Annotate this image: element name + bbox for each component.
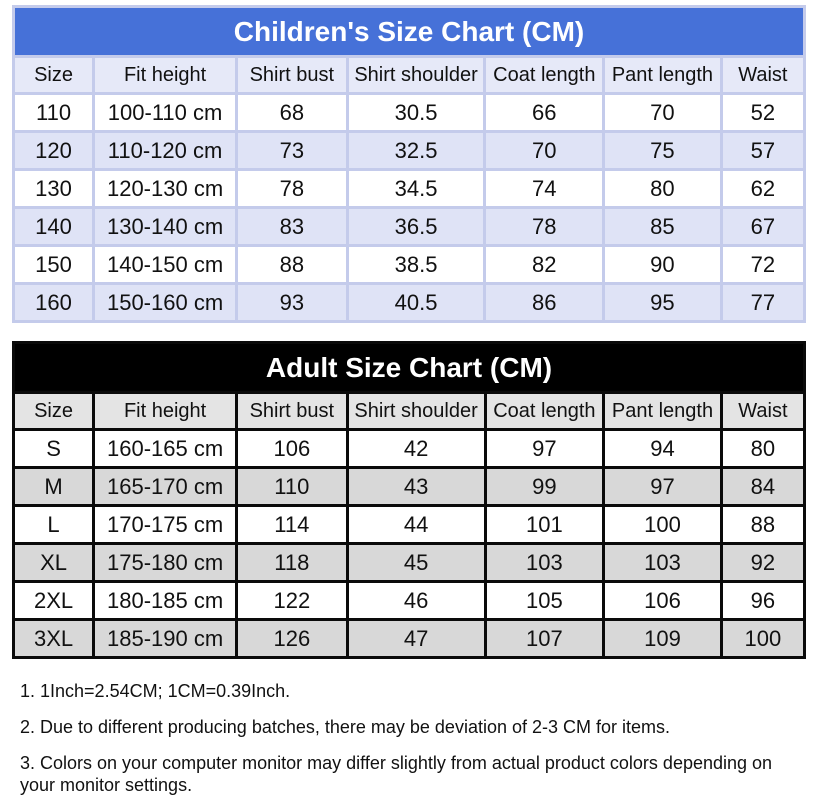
cell-coat-length: 86	[486, 285, 602, 320]
table-row	[15, 431, 803, 466]
cell-pant-length: 90	[605, 247, 720, 282]
cell-size: 2XL	[15, 583, 92, 618]
cell-shirt-shoulder: 30.5	[349, 95, 484, 130]
adult-size-chart	[12, 341, 806, 659]
cell-waist: 72	[723, 247, 803, 282]
cell-shirt-bust: 110	[238, 469, 346, 504]
table-row	[15, 583, 803, 618]
size-notes	[20, 680, 810, 796]
cell-waist: 84	[723, 469, 803, 504]
cell-coat-length: 66	[486, 95, 602, 130]
cell-waist: 96	[723, 583, 803, 618]
cell-shirt-bust: 126	[238, 621, 346, 656]
cell-pant-length: 103	[605, 545, 720, 580]
cell-waist: 100	[723, 621, 803, 656]
cell-size: S	[15, 431, 92, 466]
column-header-coat-length: Coat length	[487, 394, 603, 428]
table-row	[15, 171, 803, 206]
cell-coat-length: 99	[487, 469, 603, 504]
cell-pant-length: 95	[605, 285, 720, 320]
cell-coat-length: 97	[487, 431, 603, 466]
cell-fit-height: 180-185 cm	[95, 583, 235, 618]
cell-waist: 52	[723, 95, 803, 130]
cell-shirt-bust: 73	[238, 133, 346, 168]
cell-pant-length: 70	[605, 95, 720, 130]
column-header-pant-length: Pant length	[605, 394, 720, 428]
adult-chart-title: Adult Size Chart (CM)	[15, 344, 803, 391]
cell-size: XL	[15, 545, 92, 580]
table-row	[15, 545, 803, 580]
cell-fit-height: 165-170 cm	[95, 469, 235, 504]
cell-waist: 77	[723, 285, 803, 320]
cell-waist: 88	[723, 507, 803, 542]
cell-waist: 67	[723, 209, 803, 244]
cell-shirt-shoulder: 36.5	[349, 209, 484, 244]
cell-fit-height: 120-130 cm	[95, 171, 235, 206]
cell-shirt-bust: 88	[238, 247, 346, 282]
cell-pant-length: 106	[605, 583, 720, 618]
table-row	[15, 621, 803, 656]
cell-shirt-shoulder: 42	[349, 431, 484, 466]
cell-pant-length: 75	[605, 133, 720, 168]
column-header-fit-height: Fit height	[95, 394, 235, 428]
cell-shirt-bust: 114	[238, 507, 346, 542]
cell-shirt-shoulder: 40.5	[349, 285, 484, 320]
cell-coat-length: 105	[487, 583, 603, 618]
cell-shirt-bust: 122	[238, 583, 346, 618]
cell-coat-length: 103	[487, 545, 603, 580]
cell-pant-length: 94	[605, 431, 720, 466]
table-row	[15, 95, 803, 130]
table-row	[15, 285, 803, 320]
cell-shirt-shoulder: 47	[349, 621, 484, 656]
cell-shirt-shoulder: 45	[349, 545, 484, 580]
cell-size: 110	[15, 95, 92, 130]
cell-pant-length: 100	[605, 507, 720, 542]
cell-waist: 80	[723, 431, 803, 466]
cell-coat-length: 70	[486, 133, 602, 168]
cell-coat-length: 101	[487, 507, 603, 542]
column-header-shirt-bust: Shirt bust	[238, 58, 346, 92]
cell-shirt-bust: 68	[238, 95, 346, 130]
column-header-fit-height: Fit height	[95, 58, 235, 92]
cell-size: 130	[15, 171, 92, 206]
cell-pant-length: 85	[605, 209, 720, 244]
cell-coat-length: 74	[486, 171, 602, 206]
cell-shirt-bust: 106	[238, 431, 346, 466]
cell-fit-height: 140-150 cm	[95, 247, 235, 282]
cell-shirt-bust: 118	[238, 545, 346, 580]
cell-fit-height: 170-175 cm	[95, 507, 235, 542]
column-header-waist: Waist	[723, 394, 803, 428]
cell-shirt-shoulder: 43	[349, 469, 484, 504]
cell-fit-height: 150-160 cm	[95, 285, 235, 320]
adult-chart-header-row	[15, 394, 803, 428]
cell-coat-length: 107	[487, 621, 603, 656]
cell-shirt-bust: 93	[238, 285, 346, 320]
table-row	[15, 133, 803, 168]
cell-size: L	[15, 507, 92, 542]
cell-coat-length: 78	[486, 209, 602, 244]
cell-waist: 92	[723, 545, 803, 580]
cell-shirt-shoulder: 44	[349, 507, 484, 542]
column-header-pant-length: Pant length	[605, 58, 720, 92]
column-header-coat-length: Coat length	[486, 58, 602, 92]
cell-pant-length: 109	[605, 621, 720, 656]
table-row	[15, 507, 803, 542]
note-conversion: 1. 1Inch=2.54CM; 1CM=0.39Inch.	[20, 681, 291, 701]
cell-shirt-shoulder: 46	[349, 583, 484, 618]
cell-fit-height: 130-140 cm	[95, 209, 235, 244]
cell-size: 150	[15, 247, 92, 282]
cell-size: 120	[15, 133, 92, 168]
cell-shirt-bust: 78	[238, 171, 346, 206]
children-chart-title: Children's Size Chart (CM)	[15, 8, 803, 55]
cell-fit-height: 160-165 cm	[95, 431, 235, 466]
cell-shirt-shoulder: 34.5	[349, 171, 484, 206]
cell-fit-height: 110-120 cm	[95, 133, 235, 168]
column-header-shirt-shoulder: Shirt shoulder	[349, 58, 484, 92]
column-header-waist: Waist	[723, 58, 803, 92]
cell-size: 160	[15, 285, 92, 320]
cell-fit-height: 175-180 cm	[95, 545, 235, 580]
column-header-size: Size	[15, 58, 92, 92]
cell-fit-height: 185-190 cm	[95, 621, 235, 656]
note-colors: 3. Colors on your computer monitor may differ slightly from actual product colors depending on your monitor settings.	[20, 753, 773, 795]
table-row	[15, 469, 803, 504]
cell-pant-length: 80	[605, 171, 720, 206]
column-header-shirt-shoulder: Shirt shoulder	[349, 394, 484, 428]
children-size-chart	[12, 5, 806, 323]
cell-shirt-shoulder: 38.5	[349, 247, 484, 282]
cell-shirt-shoulder: 32.5	[349, 133, 484, 168]
column-header-size: Size	[15, 394, 92, 428]
table-row	[15, 247, 803, 282]
table-row	[15, 209, 803, 244]
cell-size: 3XL	[15, 621, 92, 656]
note-deviation: 2. Due to different producing batches, there may be deviation of 2-3 CM for items.	[20, 717, 671, 737]
cell-shirt-bust: 83	[238, 209, 346, 244]
cell-fit-height: 100-110 cm	[95, 95, 235, 130]
cell-size: 140	[15, 209, 92, 244]
column-header-shirt-bust: Shirt bust	[238, 394, 346, 428]
cell-pant-length: 97	[605, 469, 720, 504]
cell-waist: 62	[723, 171, 803, 206]
cell-waist: 57	[723, 133, 803, 168]
cell-coat-length: 82	[486, 247, 602, 282]
children-chart-header-row	[15, 58, 803, 92]
cell-size: M	[15, 469, 92, 504]
